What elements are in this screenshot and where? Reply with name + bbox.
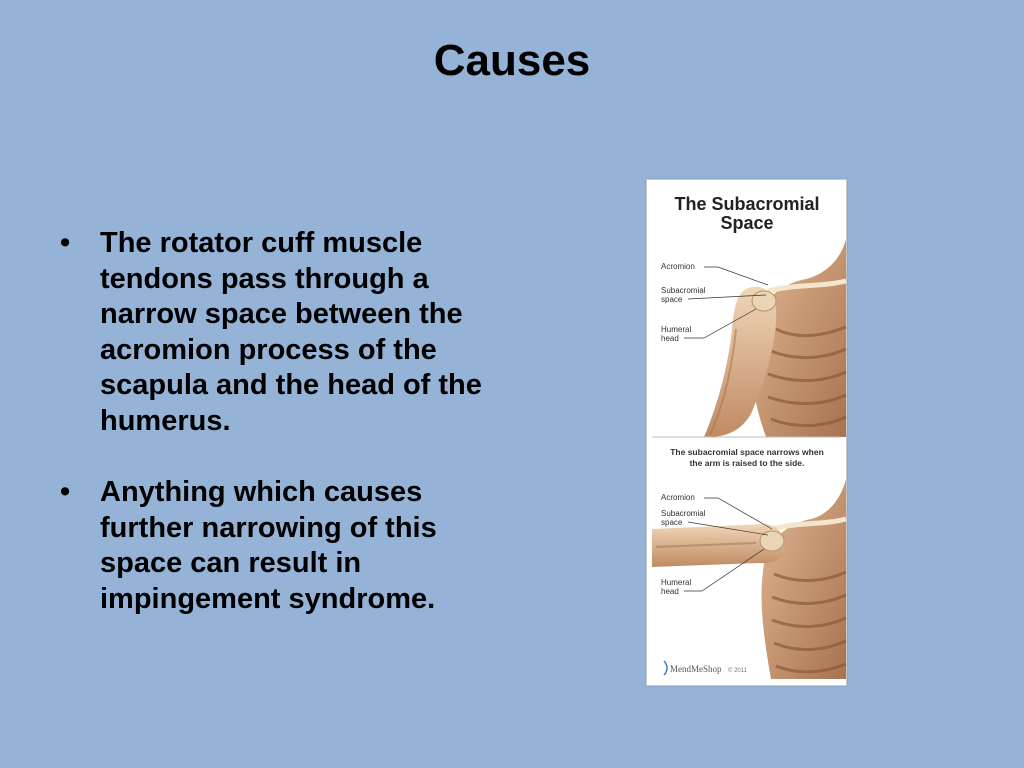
figure-caption-line1: The subacromial space narrows when (670, 447, 824, 457)
figure-credit-year: © 2011 (728, 668, 747, 674)
figure-caption-line2: the arm is raised to the side. (689, 458, 805, 468)
figure-heading-line2: Space (720, 213, 774, 233)
bullet-marker: • (60, 476, 71, 508)
label-humeral-bottom-1: Humeral (661, 578, 692, 587)
bullet-marker: • (60, 227, 71, 259)
label-acromion-bottom: Acromion (661, 493, 695, 502)
label-humeral-top-2: head (661, 334, 679, 343)
bullet-list (60, 226, 500, 653)
label-subacromial-top-1: Subacromial (661, 286, 706, 295)
slide-title: Causes (433, 36, 591, 85)
label-subacromial-bottom-1: Subacromial (661, 509, 706, 518)
bullet-text: The rotator cuff muscle tendons pass through a narrow space between the acromion process of the scapula and the head of the humerus. (100, 227, 482, 437)
label-acromion-top: Acromion (661, 262, 695, 271)
figure-heading-line1: The Subacromial (674, 194, 820, 214)
label-subacromial-top-2: space (661, 295, 683, 304)
bullet-text: Anything which causes further narrowing of this space can result in impingement syndrome. (100, 476, 437, 615)
bullet-item (60, 226, 500, 439)
label-humeral-bottom-2: head (661, 587, 679, 596)
bullet-item (60, 475, 500, 617)
subacromial-space-illustration (646, 179, 847, 686)
figure-credit: MendMeShop (670, 664, 722, 674)
label-humeral-top-1: Humeral (661, 325, 692, 334)
label-subacromial-bottom-2: space (661, 518, 683, 527)
